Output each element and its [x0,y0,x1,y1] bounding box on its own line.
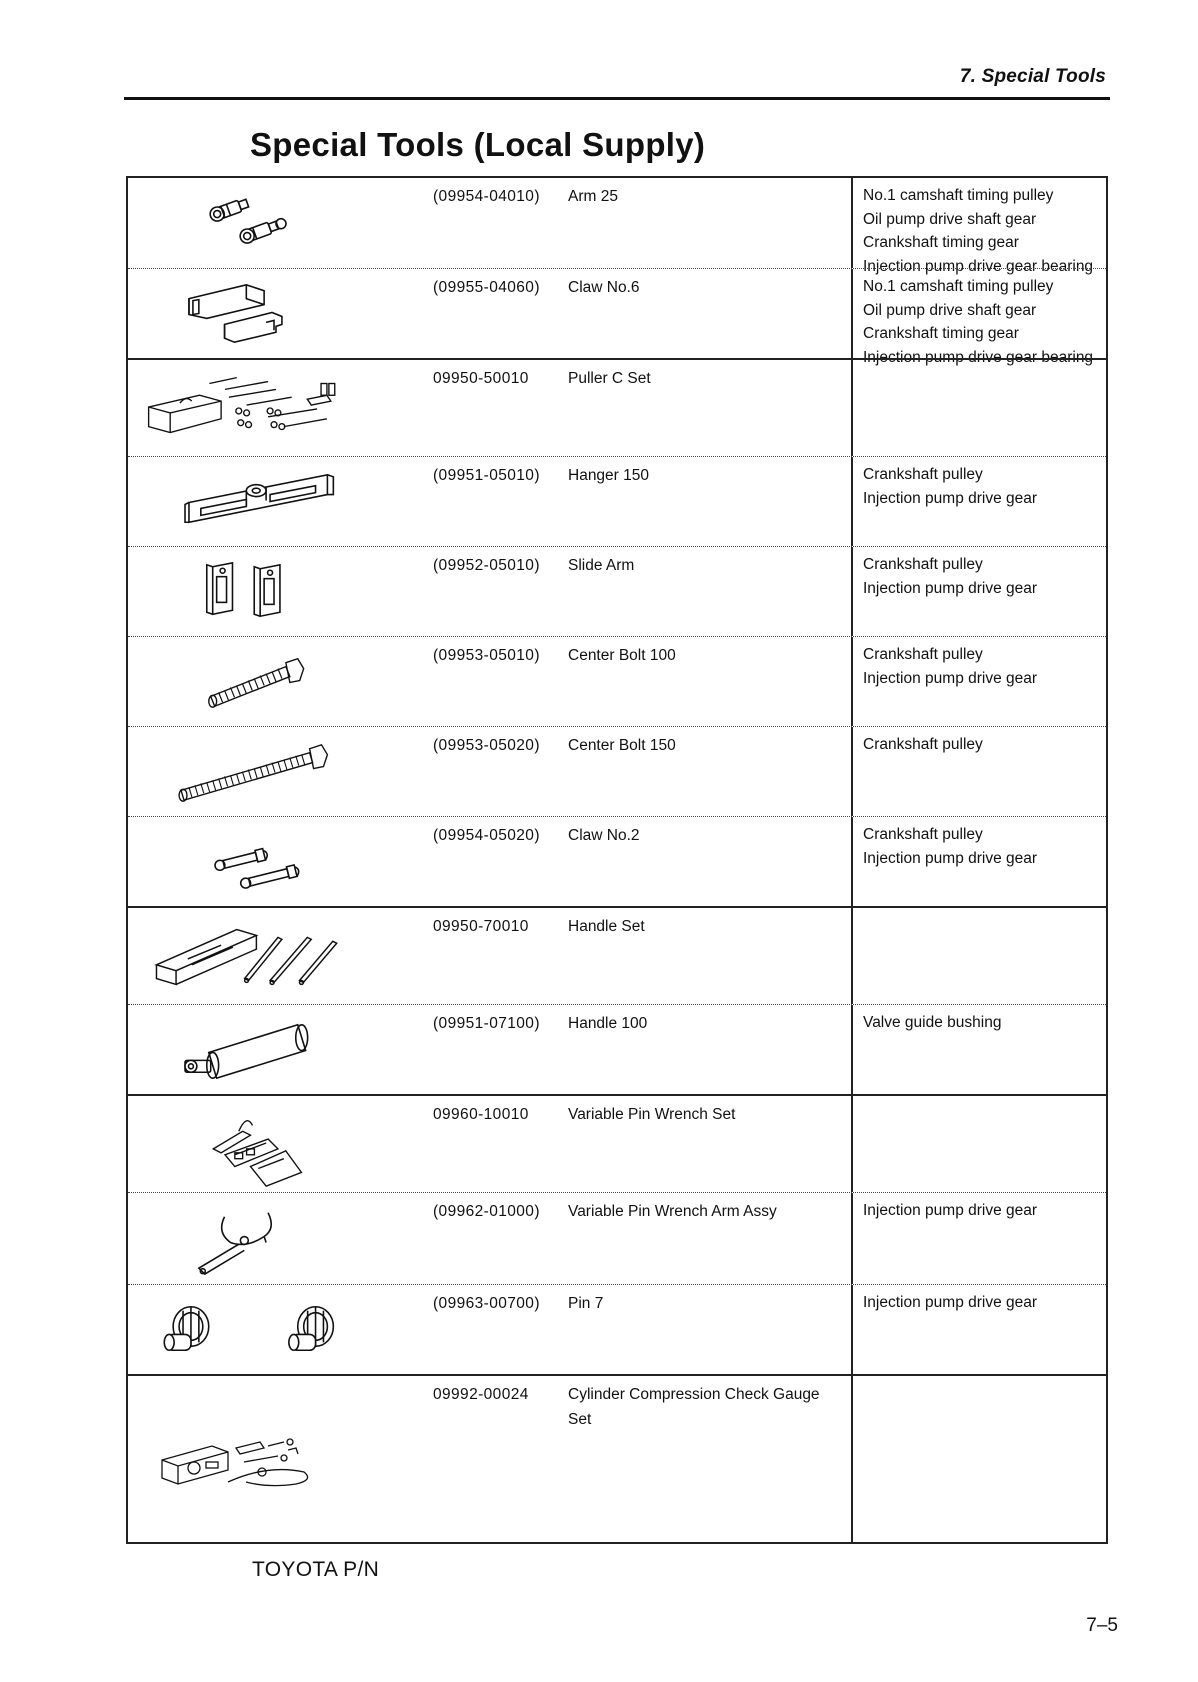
application-item: Injection pump drive gear [863,489,1038,507]
puller-set-icon [128,360,422,456]
application-list [851,1005,1106,1094]
running-head [124,56,1110,100]
long-bolt-icon [128,727,422,816]
table-row [128,358,1106,456]
tool-name: Arm 25 [568,188,618,205]
application-item: Crankshaft timing gear [863,234,1019,251]
application-list [851,908,1106,1004]
application-item: Oil pump drive shaft gear [863,210,1037,228]
part-number: 09960-10010 [433,1106,529,1123]
part-number: (09954-04010) [433,188,540,205]
tool-name: Handle Set [568,918,645,935]
application-list [851,547,1106,636]
table-row [128,268,1106,366]
application-list [851,1193,1106,1284]
pin-wrench-icon [128,1193,422,1284]
table-row [128,816,1106,906]
application-item: Injection pump drive gear [863,1294,1038,1311]
hanger-icon [128,457,422,546]
claw-icon [128,269,422,358]
table-row [128,1004,1106,1094]
tool-name: Variable Pin Wrench Arm Assy [568,1203,777,1220]
tool-name: Variable Pin Wrench Set [568,1106,736,1123]
table-row [128,636,1106,726]
table-row [128,1284,1106,1374]
application-list [851,1376,1106,1544]
table-row [128,1094,1106,1192]
application-list [851,360,1106,456]
part-number: 09992-00024 [433,1386,529,1403]
application-item: Crankshaft pulley [863,466,983,483]
tool-name: Claw No.6 [568,279,640,296]
application-item: Crankshaft pulley [863,556,983,573]
pin-wrench-set-icon [128,1096,422,1192]
tool-name: Hanger 150 [568,467,650,484]
table-row [128,456,1106,546]
application-item: Injection pump drive gear bearing [863,348,1094,366]
tool-name: Claw No.2 [568,827,640,844]
application-list [851,178,1106,275]
pin-icon [128,1285,422,1374]
arm-icon [128,178,422,268]
part-number: (09962-01000) [433,1203,540,1220]
part-number: (09951-05010) [433,467,540,484]
tool-name: Center Bolt 150 [568,737,676,754]
table-row [128,546,1106,636]
application-item: Crankshaft timing gear [863,325,1019,342]
table-row [128,1192,1106,1284]
part-number: (09963-00700) [433,1295,540,1312]
part-number: (09951-07100) [433,1015,540,1032]
application-list [851,817,1106,906]
application-item: No.1 camshaft timing pulley [863,278,1054,295]
handle-icon [128,1005,422,1094]
claw-pins-icon [128,817,422,906]
table-row [128,1374,1106,1544]
page-number: 7–5 [1086,1615,1118,1636]
part-number: (09952-05010) [433,557,540,574]
application-list [851,637,1106,726]
section-heading: 7. Special Tools [959,66,1106,87]
application-item: Crankshaft pulley [863,736,983,753]
part-number: 09950-50010 [433,370,529,387]
tool-name: Pin 7 [568,1295,604,1312]
application-item: Valve guide bushing [863,1014,1002,1031]
tool-name: Center Bolt 100 [568,647,676,664]
application-item: No.1 camshaft timing pulley [863,187,1054,204]
tool-name: Puller C Set [568,370,651,387]
application-item: Injection pump drive gear bearing [863,257,1094,275]
application-list [851,457,1106,546]
part-number: (09953-05010) [433,647,540,664]
slide-arm-icon [128,547,422,636]
application-list [851,727,1106,816]
application-item: Crankshaft pulley [863,646,983,663]
tool-name: Cylinder Compression Check Gauge Set [568,1386,820,1428]
footnote: TOYOTA P/N [252,1558,380,1581]
application-list [851,1285,1106,1374]
table-row [128,906,1106,1004]
application-item: Injection pump drive gear [863,849,1038,867]
table-row [128,178,1106,275]
application-item: Oil pump drive shaft gear [863,301,1037,319]
table-row [128,726,1106,816]
application-item: Injection pump drive gear [863,669,1038,687]
part-number: (09954-05020) [433,827,540,844]
page-title: Special Tools (Local Supply) [250,126,706,163]
handle-set-icon [128,908,422,1004]
special-tools-table [126,176,1108,1544]
application-list [851,1096,1106,1192]
application-item: Injection pump drive gear [863,579,1038,597]
part-number: (09955-04060) [433,279,540,296]
application-item: Injection pump drive gear [863,1202,1038,1219]
application-list [851,269,1106,366]
gauge-set-icon [128,1376,422,1544]
application-item: Crankshaft pulley [863,826,983,843]
tool-name: Handle 100 [568,1015,648,1032]
tool-name: Slide Arm [568,557,635,574]
bolt-icon [128,637,422,726]
part-number: (09953-05020) [433,737,540,754]
part-number: 09950-70010 [433,918,529,935]
